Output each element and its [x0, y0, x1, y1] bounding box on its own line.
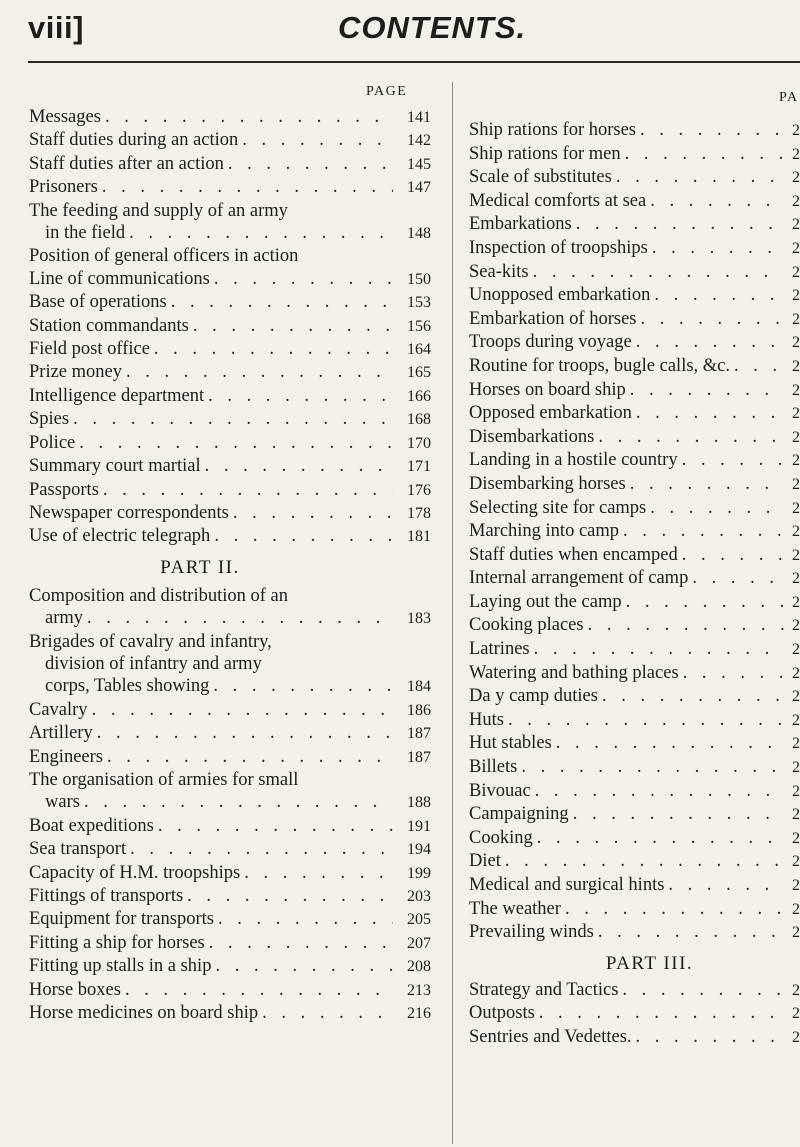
- entry-page-number: 2: [792, 1005, 800, 1023]
- entry-title: Capacity of H.M. troopships: [29, 862, 241, 883]
- entry-title: Fittings of transports: [29, 886, 184, 906]
- dot-leader: [102, 176, 393, 198]
- dot-leader: [652, 237, 784, 260]
- dot-leader: [630, 379, 784, 402]
- entry-page-number: 2: [792, 924, 800, 942]
- entry-page-number: 199: [407, 864, 431, 882]
- entry-page-number: 2: [792, 263, 800, 281]
- entry-page-number: 2: [792, 829, 800, 847]
- dot-leader: [242, 129, 393, 151]
- toc-entry: [29, 385, 431, 408]
- entry-page-number: 2: [792, 782, 800, 800]
- entry-page-number: 147: [407, 179, 431, 197]
- entry-title: Huts: [469, 709, 504, 730]
- toc-entry: [469, 850, 800, 874]
- toc-entry: [29, 455, 431, 478]
- toc-entry: [29, 955, 431, 978]
- entry-title: Billets: [469, 757, 518, 778]
- entry-title: army: [45, 608, 84, 629]
- entry-page-number: 2: [792, 122, 800, 139]
- dot-leader: [214, 525, 393, 547]
- entry-page-number: 2: [792, 452, 800, 470]
- toc-entry: [469, 1002, 800, 1026]
- entry-title: Engineers: [29, 746, 103, 767]
- dot-leader: [602, 685, 784, 708]
- dot-leader: [521, 756, 784, 779]
- entry-page-number: 170: [407, 434, 431, 452]
- entry-title: Spies: [29, 409, 70, 430]
- dot-leader: [125, 979, 393, 1001]
- entry-title: Troops during voyage: [469, 332, 632, 353]
- toc-entry-line: Composition and distribution of an: [29, 585, 288, 606]
- entry-page-number: 2: [792, 546, 800, 564]
- dot-leader: [535, 780, 784, 803]
- entry-title: Selecting site for camps: [469, 497, 647, 518]
- entry-page-number: 141: [407, 109, 431, 126]
- entry-title: Intelligence department: [29, 385, 205, 406]
- toc-entry: [29, 862, 431, 885]
- dot-leader: [214, 268, 393, 290]
- dot-leader: [213, 675, 393, 697]
- entry-page-number: 186: [407, 701, 431, 719]
- toc-entry: [29, 815, 431, 838]
- toc-entry: [469, 979, 800, 1003]
- entry-title: Marching into camp: [469, 521, 620, 542]
- entry-page-number: 2: [792, 523, 800, 541]
- entry-title: Routine for troops, bugle calls, &c.: [469, 355, 731, 376]
- toc-entry: [29, 361, 431, 384]
- toc-entry-line: The organisation of armies for small: [29, 769, 299, 790]
- entry-title: Prevailing winds: [469, 922, 594, 943]
- dot-leader: [668, 874, 784, 897]
- entry-page-number: 187: [407, 748, 431, 766]
- entry-title: Cavalry: [29, 699, 88, 720]
- dot-leader: [73, 408, 393, 430]
- entry-page-number: 2: [792, 641, 800, 659]
- entry-page-number: 2: [792, 428, 800, 446]
- toc-entry: [29, 908, 431, 931]
- toc-entry: [469, 426, 800, 450]
- toc-entry: [469, 308, 800, 332]
- page-header: [0, 10, 800, 54]
- entry-page-number: 2: [792, 239, 800, 257]
- dot-leader: [598, 426, 784, 449]
- entry-page-number: 213: [407, 981, 431, 999]
- dot-leader: [588, 614, 784, 637]
- entry-page-number: 2: [792, 877, 800, 894]
- dot-leader: [650, 190, 784, 213]
- toc-entry: [469, 898, 800, 922]
- entry-title: Police: [29, 432, 76, 453]
- entry-title: Staff duties during an action: [29, 130, 239, 151]
- entry-page-number: 2: [792, 169, 800, 187]
- entry-title: Sentries and Vedettes.: [469, 1026, 632, 1047]
- entry-title: Strategy and Tactics: [469, 979, 619, 1000]
- toc-entry: [29, 502, 431, 525]
- entry-page-number: 2: [792, 593, 800, 611]
- entry-title: Ship rations for men: [469, 143, 621, 164]
- entry-title: Medical and surgical hints: [469, 875, 665, 895]
- toc-entry: [469, 567, 800, 591]
- entry-title: Fitting up stalls in a ship: [29, 956, 212, 977]
- toc-entry: [29, 838, 431, 861]
- toc-entry: [29, 979, 431, 1002]
- entry-page-number: 2: [792, 381, 800, 399]
- toc-entry: [469, 331, 800, 355]
- entry-title: Outposts: [469, 1003, 535, 1024]
- toc-entry: [469, 355, 800, 379]
- right-page-column-label: PA: [779, 90, 799, 105]
- dot-leader: [218, 908, 393, 930]
- entry-page-number: 2: [792, 405, 800, 423]
- entry-page-number: 191: [407, 817, 431, 835]
- dot-leader: [534, 638, 784, 661]
- dot-leader: [244, 862, 393, 884]
- entry-title: Passports: [29, 479, 99, 500]
- dot-leader: [641, 308, 785, 331]
- dot-leader: [636, 1026, 784, 1049]
- dot-leader: [539, 1002, 784, 1025]
- entry-page-number: 194: [407, 841, 431, 859]
- toc-entry: [29, 408, 431, 431]
- entry-page-number: 2: [792, 664, 800, 682]
- entry-title: Base of operations: [29, 292, 167, 313]
- dot-leader: [650, 497, 784, 520]
- entry-title: Prize money: [29, 362, 122, 383]
- dot-leader: [622, 979, 784, 1002]
- toc-entry: [469, 756, 800, 780]
- entry-title: Summary court martial: [29, 456, 201, 477]
- dot-leader: [233, 502, 393, 524]
- toc-entry: [469, 614, 800, 638]
- entry-title: Opposed embarkation: [469, 403, 632, 424]
- part-heading: PART III.: [605, 952, 694, 974]
- entry-page-number: 171: [407, 458, 431, 476]
- toc-entry: [469, 190, 800, 214]
- entry-page-number: 181: [407, 528, 431, 546]
- entry-title: Sea-kits: [469, 261, 529, 282]
- entry-page-number: 2: [792, 475, 800, 493]
- toc-entry: [469, 143, 800, 167]
- toc-entry: [29, 153, 431, 176]
- dot-leader: [158, 815, 393, 837]
- dot-leader: [682, 449, 784, 472]
- entry-title: corps, Tables showing: [45, 676, 210, 697]
- entry-title: Prisoners: [29, 177, 98, 198]
- toc-entry: [469, 284, 800, 308]
- dot-leader: [537, 827, 784, 850]
- dot-leader: [84, 791, 393, 813]
- toc-entry: [469, 827, 800, 851]
- page-number: viii]: [28, 10, 84, 45]
- entry-title: Cooking: [469, 827, 533, 848]
- toc-entry: [469, 213, 800, 237]
- left-contents-column: [29, 106, 431, 1025]
- toc-entry: [469, 638, 800, 662]
- dot-leader: [533, 261, 784, 284]
- dot-leader: [97, 722, 393, 744]
- toc-entry: [469, 237, 800, 261]
- toc-entry: [469, 921, 800, 945]
- entry-title: Horse boxes: [29, 979, 121, 1000]
- entry-title: Unopposed embarkation: [469, 285, 651, 306]
- entry-page-number: 2: [792, 981, 800, 999]
- entry-title: Landing in a hostile country: [469, 450, 678, 471]
- entry-page-number: 2: [792, 735, 800, 753]
- dot-leader: [171, 291, 393, 313]
- toc-entry: [29, 607, 431, 630]
- left-page-column-label: PAGE: [366, 84, 408, 99]
- entry-title: Da y camp duties: [469, 686, 598, 707]
- entry-page-number: 150: [407, 270, 431, 288]
- entry-title: Disembarking horses: [469, 473, 626, 494]
- toc-entry: [29, 129, 431, 152]
- toc-entry: [469, 780, 800, 804]
- toc-entry: [29, 791, 431, 814]
- dot-leader: [193, 315, 393, 337]
- dot-leader: [208, 385, 393, 407]
- entry-page-number: 2: [792, 310, 800, 328]
- toc-entry: [469, 520, 800, 544]
- entry-page-number: 176: [407, 481, 431, 499]
- toc-entry: [29, 222, 431, 245]
- toc-entry: [469, 473, 800, 497]
- dot-leader: [683, 662, 784, 685]
- toc-entry: [469, 1026, 800, 1050]
- dot-leader: [105, 106, 393, 128]
- dot-leader: [616, 166, 784, 189]
- toc-entry: [29, 932, 431, 955]
- entry-title: Horse medicines on board ship: [29, 1003, 259, 1024]
- entry-title: Latrines: [469, 639, 530, 660]
- dot-leader: [692, 567, 784, 590]
- entry-title: The weather: [469, 898, 561, 919]
- entry-title: Campaigning: [469, 804, 569, 825]
- toc-entry: [29, 315, 431, 338]
- entry-page-number: 178: [407, 504, 431, 522]
- entry-title: Field post office: [29, 339, 150, 360]
- entry-page-number: 166: [407, 387, 431, 405]
- entry-page-number: 2: [792, 900, 800, 918]
- entry-title: Station commandants: [29, 315, 189, 336]
- dot-leader: [87, 607, 393, 629]
- dot-leader: [734, 355, 784, 378]
- entry-title: Equipment for transports: [29, 909, 214, 930]
- entry-page-number: 203: [407, 888, 431, 905]
- dot-leader: [262, 1002, 393, 1024]
- toc-entry: [29, 1002, 431, 1025]
- entry-page-number: 156: [407, 317, 431, 335]
- dot-leader: [625, 143, 784, 166]
- dot-leader: [556, 732, 784, 755]
- toc-entry: [469, 379, 800, 403]
- toc-entry: [29, 746, 431, 769]
- entry-page-number: 2: [792, 145, 800, 163]
- toc-entry: [29, 722, 431, 745]
- toc-entry: [29, 885, 431, 908]
- toc-entry: [469, 803, 800, 827]
- entry-page-number: 142: [407, 132, 431, 150]
- toc-entry-line: The feeding and supply of an army: [29, 200, 288, 221]
- entry-title: Bivouac: [469, 780, 531, 801]
- entry-page-number: 2: [792, 759, 800, 777]
- entry-title: Inspection of troopships: [469, 237, 648, 258]
- entry-page-number: 187: [407, 725, 431, 743]
- page-title: CONTENTS.: [338, 10, 527, 45]
- entry-title: Ship rations for horses: [469, 120, 636, 140]
- toc-entry-line: Position of general officers in action: [29, 246, 299, 267]
- dot-leader: [508, 709, 784, 732]
- entry-page-number: 165: [407, 364, 431, 382]
- entry-page-number: 184: [407, 678, 431, 696]
- dot-leader: [636, 402, 784, 425]
- entry-title: Messages: [29, 107, 101, 127]
- dot-leader: [103, 479, 393, 501]
- entry-page-number: 2: [792, 711, 800, 729]
- entry-page-number: 2: [792, 357, 800, 375]
- toc-entry: [29, 268, 431, 291]
- toc-entry: [469, 874, 800, 898]
- entry-page-number: 164: [407, 341, 431, 359]
- dot-leader: [505, 850, 784, 873]
- entry-title: Fitting a ship for horses: [29, 932, 205, 953]
- dot-leader: [636, 331, 784, 354]
- toc-entry: [29, 699, 431, 722]
- toc-entry: [469, 497, 800, 521]
- entry-title: Sea transport: [29, 839, 127, 860]
- dot-leader: [598, 921, 784, 944]
- dot-leader: [205, 455, 393, 477]
- toc-entry: [29, 106, 431, 129]
- entry-page-number: 2: [792, 1028, 800, 1046]
- column-divider: [452, 82, 453, 1144]
- entry-title: Embarkation of horses: [469, 308, 637, 329]
- entry-page-number: 188: [407, 794, 431, 812]
- dot-leader: [92, 699, 393, 721]
- dot-leader: [573, 803, 784, 826]
- part-heading: PART II.: [160, 556, 240, 578]
- entry-page-number: 2: [792, 287, 800, 305]
- entry-title: Newspaper correspondents: [29, 502, 229, 523]
- dot-leader: [576, 213, 784, 236]
- toc-entry: [29, 675, 431, 698]
- entry-page-number: 2: [792, 570, 800, 588]
- dot-leader: [623, 520, 784, 543]
- entry-page-number: 2: [792, 688, 800, 706]
- toc-entry-line: division of infantry and army: [45, 653, 262, 674]
- toc-entry: [469, 732, 800, 756]
- entry-page-number: 153: [407, 294, 431, 312]
- entry-title: Artillery: [29, 723, 93, 744]
- dot-leader: [626, 591, 784, 614]
- entry-page-number: 2: [792, 499, 800, 517]
- dot-leader: [107, 746, 393, 768]
- dot-leader: [187, 885, 393, 907]
- entry-page-number: 2: [792, 216, 800, 234]
- entry-page-number: 148: [407, 225, 431, 243]
- entry-title: Horses on board ship: [469, 379, 626, 400]
- entry-page-number: 145: [407, 155, 431, 173]
- entry-title: Internal arrangement of camp: [469, 568, 689, 589]
- toc-entry: [29, 525, 431, 548]
- entry-page-number: 2: [792, 334, 800, 352]
- entry-page-number: 183: [407, 610, 431, 628]
- toc-entry: [29, 176, 431, 199]
- entry-title: wars: [45, 792, 80, 813]
- dot-leader: [640, 119, 784, 142]
- toc-entry: [469, 402, 800, 426]
- entry-page-number: 205: [407, 911, 431, 929]
- toc-entry: [29, 291, 431, 314]
- toc-entry: [469, 166, 800, 190]
- dot-leader: [154, 338, 393, 360]
- entry-title: Staff duties when encamped: [469, 544, 678, 565]
- dot-leader: [126, 361, 393, 383]
- toc-entry: [29, 338, 431, 361]
- entry-title: Medical comforts at sea: [469, 190, 647, 211]
- dot-leader: [215, 955, 393, 977]
- entry-page-number: 168: [407, 411, 431, 429]
- toc-entry: [469, 544, 800, 568]
- header-rule: [28, 61, 800, 63]
- toc-entry: [469, 685, 800, 709]
- toc-entry: [29, 432, 431, 455]
- entry-title: Boat expeditions: [29, 815, 154, 836]
- dot-leader: [682, 544, 784, 567]
- entry-title: Staff duties after an action: [29, 153, 224, 174]
- entry-title: Hut stables: [469, 733, 552, 754]
- entry-title: Watering and bathing places: [469, 662, 679, 683]
- entry-page-number: 2: [792, 192, 800, 210]
- toc-entry: [29, 479, 431, 502]
- entry-page-number: 216: [407, 1005, 431, 1023]
- entry-page-number: 207: [407, 934, 431, 952]
- entry-page-number: 2: [792, 853, 800, 871]
- toc-entry: [469, 119, 800, 143]
- entry-title: Diet: [469, 851, 501, 872]
- toc-entry: [469, 449, 800, 473]
- dot-leader: [654, 284, 784, 307]
- entry-title: Line of communications: [29, 268, 210, 289]
- dot-leader: [630, 473, 784, 496]
- entry-title: Cooking places: [469, 615, 584, 636]
- dot-leader: [130, 838, 393, 860]
- toc-entry: [469, 591, 800, 615]
- right-contents-column: [469, 119, 800, 1050]
- entry-title: Embarkations: [469, 214, 572, 235]
- entry-title: Scale of substitutes: [469, 167, 612, 188]
- toc-entry: [469, 261, 800, 285]
- entry-page-number: 208: [407, 958, 431, 976]
- dot-leader: [129, 222, 393, 244]
- entry-page-number: 2: [792, 806, 800, 824]
- entry-title: Use of electric telegraph: [29, 526, 211, 547]
- toc-entry: [469, 662, 800, 686]
- dot-leader: [228, 153, 393, 175]
- toc-entry-line: Brigades of cavalry and infantry,: [29, 631, 272, 652]
- toc-entry: [469, 709, 800, 733]
- dot-leader: [209, 932, 393, 954]
- dot-leader: [565, 898, 784, 921]
- entry-title: Disembarkations: [469, 426, 595, 447]
- entry-page-number: 2: [792, 617, 800, 635]
- entry-title: Laying out the camp: [469, 591, 622, 612]
- dot-leader: [79, 432, 393, 454]
- entry-title: in the field: [45, 223, 126, 244]
